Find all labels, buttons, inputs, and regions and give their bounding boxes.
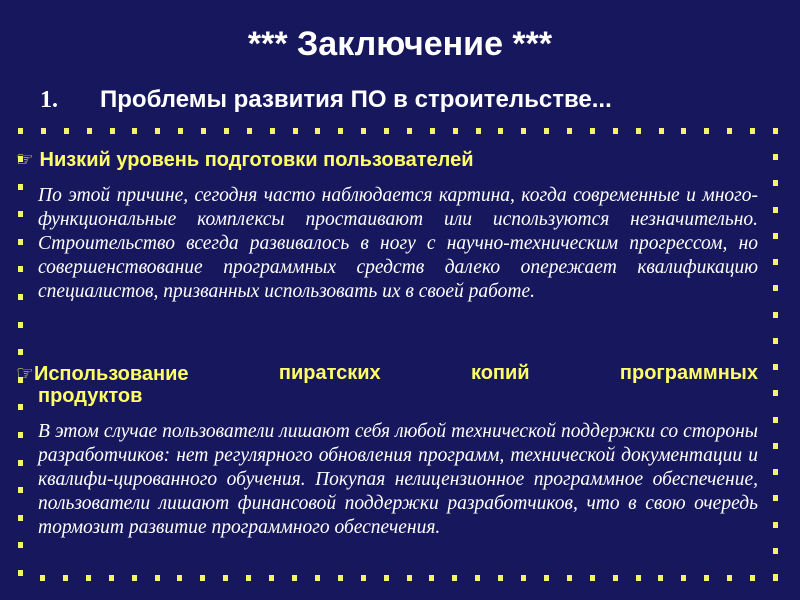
- heading-2-word-2: пиратских: [278, 362, 381, 384]
- section-heading-1-text: Низкий уровень подготовки пользователей: [39, 149, 474, 171]
- slide-title: *** Заключение ***: [247, 25, 553, 63]
- subtitle-number: 1.: [40, 87, 58, 113]
- heading-2-word-1: Использование: [33, 363, 189, 385]
- section-body-1: По этой причине, сегодня часто наблюдается картина, когда современные и много-функциональные комплексы простаивают или используются незначительно. Строительство всегда развивалось в ногу с научно-техническим прогрессом, но совершенствование программных средств далеко опережает квалификацию специалистов, призванных использовать их в своей работе.: [38, 185, 758, 302]
- section-heading-2: [16, 362, 758, 407]
- section-heading-1: [16, 148, 756, 171]
- subtitle-text: Проблемы развития ПО в строительстве...: [100, 86, 612, 113]
- heading-2-line-2: продуктов: [38, 385, 143, 407]
- pointing-hand-icon: ☞: [16, 147, 34, 171]
- heading-2-word-4: программных: [619, 362, 758, 384]
- section-body-2: В этом случае пользователи лишают себя любой технической поддержки со стороны разработчиков: нет регулярного обновления программ, технической документации и квалифи-цированного обучения. Покупая нелицензионное программное обеспечение, пользователи лишают финансовой поддержки разработчиков, что в свою очередь тормозит развитие программного обеспечения.: [38, 421, 758, 538]
- heading-2-word-3: копий: [470, 362, 530, 384]
- pointing-hand-icon: ☞: [16, 361, 34, 385]
